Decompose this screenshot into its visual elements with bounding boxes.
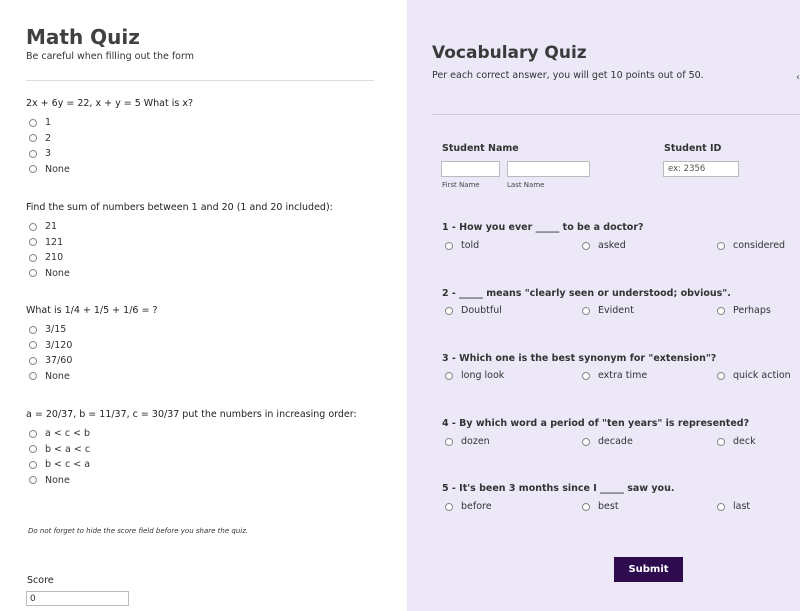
radio-button[interactable]	[29, 223, 37, 231]
radio-button[interactable]	[445, 307, 453, 315]
option-label: considered	[733, 240, 786, 251]
radio-button[interactable]	[29, 357, 37, 365]
student-id-input[interactable]	[663, 161, 739, 177]
option-label: last	[733, 501, 751, 512]
first-name-caption: First Name	[442, 181, 480, 189]
vocab-question-4-options	[445, 436, 800, 450]
chevron-left-icon[interactable]: ‹	[796, 72, 800, 83]
vocab-question-1-options	[445, 240, 800, 254]
option-extra-time[interactable]	[582, 370, 647, 381]
radio-button[interactable]	[717, 307, 725, 315]
option-doubtful[interactable]	[445, 305, 502, 316]
vocab-question-2-options	[445, 305, 800, 319]
option-3-120[interactable]	[26, 338, 158, 354]
option-label: dozen	[461, 436, 490, 447]
option-deck[interactable]	[717, 436, 756, 447]
option-label: quick action	[733, 370, 791, 381]
radio-button[interactable]	[29, 269, 37, 277]
radio-button[interactable]	[582, 307, 590, 315]
option-label: Doubtful	[461, 305, 502, 316]
first-name-input[interactable]	[441, 161, 500, 177]
student-name-label: Student Name	[442, 143, 519, 154]
option-last[interactable]	[717, 501, 750, 512]
math-question-2	[26, 202, 333, 281]
option-perhaps[interactable]	[717, 305, 771, 316]
radio-button[interactable]	[29, 430, 37, 438]
option-none[interactable]	[26, 369, 158, 385]
question-text: What is 1/4 + 1/5 + 1/6 = ?	[26, 305, 158, 316]
option-none[interactable]	[26, 266, 333, 282]
option-label: best	[598, 501, 619, 512]
radio-button[interactable]	[29, 150, 37, 158]
math-question-4	[26, 409, 357, 488]
option-decade[interactable]	[582, 436, 633, 447]
option-label: None	[45, 370, 70, 382]
option-3[interactable]	[26, 146, 193, 162]
option-dozen[interactable]	[445, 436, 490, 447]
vocab-question-1: 1 - How you ever _____ to be a doctor?	[442, 222, 644, 233]
divider	[26, 80, 374, 81]
option-label: 210	[45, 252, 64, 264]
vocab-quiz-title: Vocabulary Quiz	[432, 43, 587, 63]
vocab-question-3: 3 - Which one is the best synonym for "extension"?	[442, 353, 717, 364]
radio-button[interactable]	[29, 372, 37, 380]
option-told[interactable]	[445, 240, 479, 251]
radio-button[interactable]	[29, 461, 37, 469]
vocab-quiz-panel	[407, 0, 800, 611]
option-3-15[interactable]	[26, 322, 158, 338]
question-text: 2x + 6y = 22, x + y = 5 What is x?	[26, 98, 194, 109]
radio-button[interactable]	[29, 119, 37, 127]
radio-button[interactable]	[29, 445, 37, 453]
option-none[interactable]	[26, 162, 193, 178]
option-none[interactable]	[26, 473, 357, 489]
option-label: asked	[598, 240, 626, 251]
option-21[interactable]	[26, 219, 333, 235]
option-label: deck	[733, 436, 756, 447]
option-label: b < c < a	[45, 459, 91, 471]
question-text: a = 20/37, b = 11/37, c = 30/37 put the numbers in increasing order:	[26, 409, 357, 420]
option-quick-action[interactable]	[717, 370, 791, 381]
radio-button[interactable]	[582, 438, 590, 446]
math-quiz-subtitle: Be careful when filling out the form	[26, 51, 194, 62]
radio-button[interactable]	[717, 438, 725, 446]
score-input[interactable]	[26, 591, 129, 606]
radio-button[interactable]	[445, 503, 453, 511]
option-acb[interactable]	[26, 426, 357, 442]
student-id-label: Student ID	[664, 143, 722, 154]
option-label: None	[45, 163, 70, 175]
radio-button[interactable]	[445, 438, 453, 446]
option-evident[interactable]	[582, 305, 634, 316]
score-label: Score	[27, 575, 54, 586]
option-2[interactable]	[26, 131, 193, 147]
vocab-question-3-options	[445, 370, 800, 384]
divider	[432, 114, 800, 115]
vocab-question-2: 2 - _____ means "clearly seen or understood; obvious".	[442, 288, 731, 299]
option-label: Perhaps	[733, 305, 771, 316]
radio-button[interactable]	[445, 372, 453, 380]
option-bac[interactable]	[26, 442, 357, 458]
option-label: 3	[45, 148, 52, 160]
radio-button[interactable]	[717, 372, 725, 380]
option-label: 3/120	[45, 339, 73, 351]
option-label: None	[45, 267, 70, 279]
option-label: 3/15	[45, 324, 67, 336]
vocab-quiz-subtitle: Per each correct answer, you will get 10 points out of 50.	[432, 70, 704, 81]
last-name-input[interactable]	[507, 161, 590, 177]
option-label: b < a < c	[45, 443, 91, 455]
radio-button[interactable]	[582, 503, 590, 511]
option-label: None	[45, 474, 70, 486]
question-text: Find the sum of numbers between 1 and 20 (1 and 20 included):	[26, 202, 333, 213]
option-before[interactable]	[445, 501, 492, 512]
radio-button[interactable]	[29, 254, 37, 262]
radio-button[interactable]	[29, 238, 37, 246]
math-question-1	[26, 98, 193, 177]
submit-button[interactable]: Submit	[614, 557, 683, 582]
option-label: told	[461, 240, 480, 251]
math-quiz-title: Math Quiz	[26, 25, 140, 49]
radio-button[interactable]	[29, 326, 37, 334]
radio-button[interactable]	[29, 341, 37, 349]
option-label: long look	[461, 370, 505, 381]
option-label: before	[461, 501, 492, 512]
option-bca[interactable]	[26, 457, 357, 473]
option-label: extra time	[598, 370, 648, 381]
vocab-question-4: 4 - By which word a period of "ten years" is represented?	[442, 418, 750, 429]
option-considered[interactable]	[717, 240, 785, 251]
option-label: 2	[45, 132, 52, 144]
option-label: decade	[598, 436, 633, 447]
option-label: 121	[45, 236, 64, 248]
option-37-60[interactable]	[26, 353, 158, 369]
option-label: a < c < b	[45, 428, 91, 440]
radio-button[interactable]	[582, 242, 590, 250]
option-long-look[interactable]	[445, 370, 504, 381]
option-label: Evident	[598, 305, 634, 316]
radio-button[interactable]	[29, 134, 37, 142]
radio-button[interactable]	[717, 242, 725, 250]
option-label: 21	[45, 221, 58, 233]
vocab-question-5: 5 - It's been 3 months since I _____ saw you.	[442, 483, 675, 494]
last-name-caption: Last Name	[507, 181, 545, 189]
option-asked[interactable]	[582, 240, 626, 251]
radio-button[interactable]	[717, 503, 725, 511]
radio-button[interactable]	[29, 165, 37, 173]
option-label: 37/60	[45, 355, 73, 367]
vocab-question-5-options	[445, 501, 800, 515]
option-label: 1	[45, 117, 52, 129]
option-1[interactable]	[26, 115, 193, 131]
math-question-3	[26, 305, 158, 384]
option-best[interactable]	[582, 501, 619, 512]
radio-button[interactable]	[29, 476, 37, 484]
option-121[interactable]	[26, 235, 333, 251]
score-note: Do not forget to hide the score field before you share the quiz.	[28, 527, 249, 535]
option-210[interactable]	[26, 250, 333, 266]
radio-button[interactable]	[582, 372, 590, 380]
radio-button[interactable]	[445, 242, 453, 250]
